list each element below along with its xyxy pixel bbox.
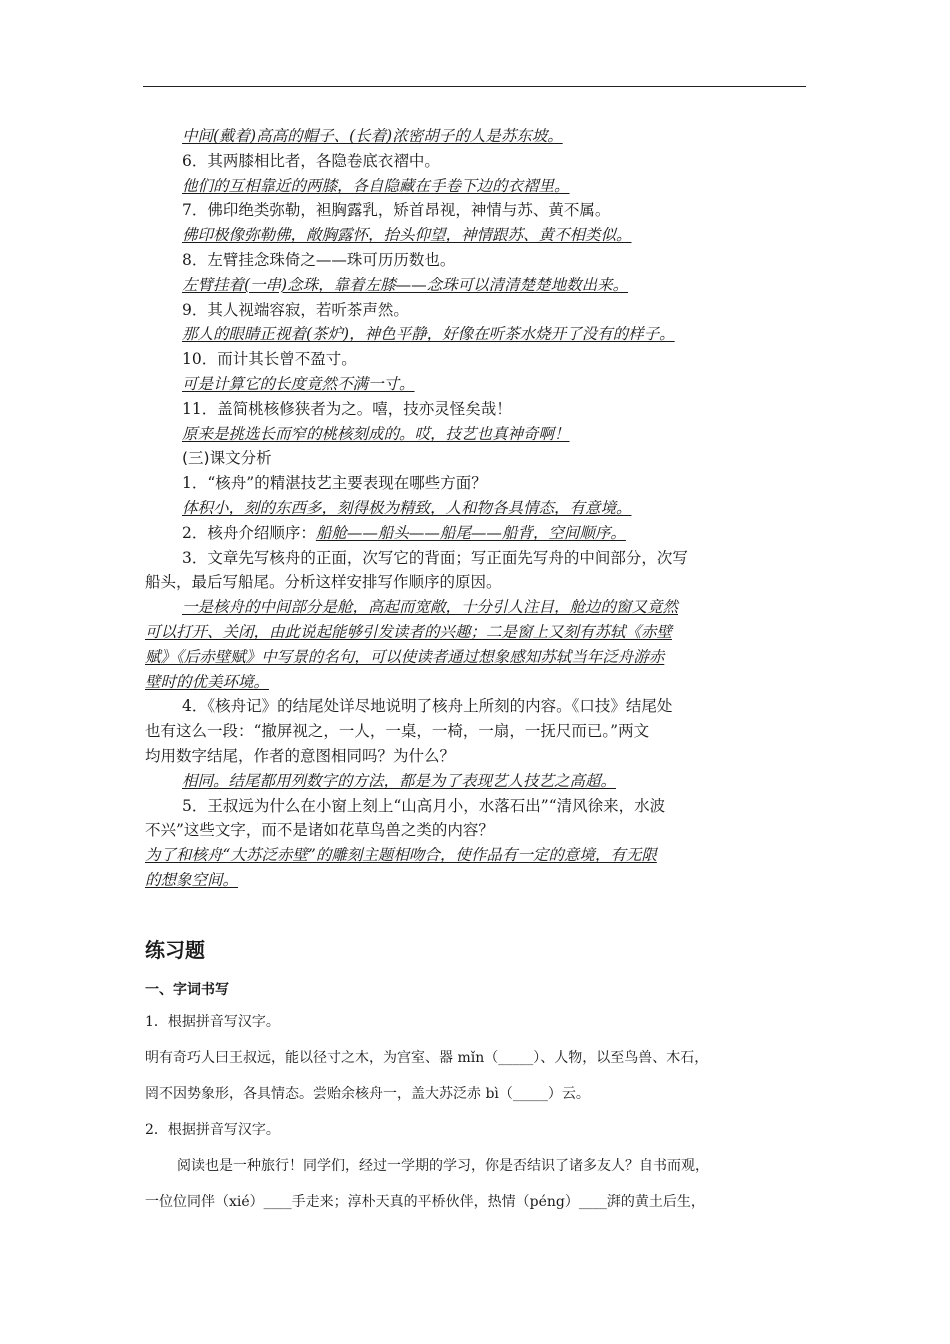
text-line [145,1148,807,1184]
answer-text: 为了和核舟“大苏泛赤壁”的雕刻主题相吻合，使作品有一定的意境，有无限 [145,846,657,865]
answer-text: 一是核舟的中间部分是舱，高起而宽敞，十分引人注目，舱边的窗又竟然 [182,598,679,617]
text: (三)课文分析 [182,449,272,468]
text-line [145,347,807,372]
answer-text: 中间(戴着)高高的帽子、(长着)浓密胡子的人是苏东坡。 [182,127,563,145]
text-line [145,620,807,645]
document-body [145,124,807,893]
section-heading: 一、字词书写 [145,982,229,998]
answer-text: 佛印极像弥勒佛，敞胸露怀，抬头仰望，神情跟苏、黄不相类似。 [182,226,632,245]
text-line [145,446,807,471]
text: 9．其人视端容寂，若听茶声然。 [182,300,409,319]
answer-text: 那人的眼睛正视着(茶炉)，神色平静，好像在听茶水烧开了没有的样子。 [182,325,675,344]
answer-text: 壁时的优美环境。 [145,672,270,691]
text: 11．盖简桃核修狭者为之。嘻，技亦灵怪矣哉！ [182,399,512,418]
text: 不兴”这些文字，而不是诸如花草鸟兽之类的内容？ [145,821,494,840]
answer-text: 左臂挂着(一串)念珠，靠着左膝——念珠可以清清楚楚地数出来。 [182,275,629,294]
text-line [145,744,807,769]
text-line [145,124,807,149]
text: 阅读也是一种旅行！同学们，经过一学期的学习，你是否结识了诸多友人？自书而观， [177,1158,709,1174]
answer-text: 可以打开、关闭，由此说起能够引发读者的兴趣；二是窗上又刻有苏轼《赤壁 [145,622,673,641]
text-line [145,570,807,595]
text: 1．根据拼音写汉字。 [145,1014,280,1030]
text: 4．《核舟记》的结尾处详尽地说明了核舟上所刻的内容。《口技》结尾处 [182,697,673,716]
text-line [145,694,807,719]
text-line [145,645,807,670]
exercise-section [145,930,807,1220]
text-line [145,794,807,819]
answer-text: 的想象空间。 [145,870,239,889]
text: 6．其两膝相比者，各隐卷底衣褶中。 [182,151,440,170]
text: 3．文章先写核舟的正面，次写它的背面；写正面先写舟的中间部分，次写 [182,548,688,567]
header-rule [143,86,806,87]
text: 10．而计其长曾不盈寸。 [182,350,357,369]
text-line [145,298,807,323]
answer-text: 赋》《后赤壁赋》中写景的名句，可以使读者通过想象感知苏轼当年泛舟游赤 [145,647,665,666]
text: 船头，最后写船尾。分析这样安排写作顺序的原因。 [145,573,502,592]
text-line [145,397,807,422]
text-line [145,322,807,347]
text-line [145,1184,807,1220]
text-line [145,273,807,298]
text-line [145,670,807,695]
text-line [145,471,807,496]
answer-text: 他们的互相靠近的两膝，各自隐藏在手卷下边的衣褶里。 [182,176,570,195]
text-line [145,769,807,794]
q2-line [145,521,807,546]
text-line [145,422,807,447]
text: 8．左臂挂念珠倚之——珠可历历数也。 [182,250,456,269]
text: 2．根据拼音写汉字。 [145,1122,280,1138]
text: 7．佛印绝类弥勒，袒胸露乳，矫首昂视，神情与苏、黄不属。 [182,201,611,220]
text-line [145,1112,807,1148]
text: 也有这么一段：“撤屏视之，一人，一桌，一椅，一扇，一抚尺而已。”两文 [145,722,650,741]
text-line [145,719,807,744]
text: 一位位同伴（xié）____手走来；淳朴天真的平桥伙伴，热情（péng）____湃的黄土后生， [145,1194,705,1210]
text-line [145,595,807,620]
text-line [145,149,807,174]
text-line [145,372,807,397]
answer-text: 原来是挑选长而窄的桃核刻成的。哎，技艺也真神奇啊！ [182,424,570,443]
text-line [145,248,807,273]
text: 5．王叔远为什么在小窗上刻上“山高月小，水落石出”“清风徐来，水波 [182,796,666,815]
q2-prefix: 2．核舟介绍顺序： [182,523,316,542]
answer-text: 相同。结尾都用列数字的方法，都是为了表现艺人技艺之高超。 [182,771,617,790]
text-line [145,868,807,893]
text-line [145,174,807,199]
text-line [145,198,807,223]
text-line [145,546,807,571]
text-line [145,223,807,248]
exercise-title: 练习题 [145,938,205,962]
answer-text: 体积小，刻的东西多，刻得极为精致，人和物各具情态，有意境。 [182,498,632,517]
text-line [145,496,807,521]
answer-text: 可是计算它的长度竟然不满一寸。 [182,374,415,393]
text: 罔不因势象形，各具情态。尝贻余核舟一，盖大苏泛赤 bì（_____）云。 [145,1086,590,1102]
text-line [145,1076,807,1112]
text-line [145,1004,807,1040]
text-line [145,843,807,868]
text: 明有奇巧人曰王叔远，能以径寸之木，为宫室、器 mǐn（_____）、人物，以至鸟兽、木石， [145,1050,709,1066]
text-line [145,1040,807,1076]
text: 1．“核舟”的精湛技艺主要表现在哪些方面？ [182,474,487,493]
text: 均用数字结尾，作者的意图相同吗？为什么？ [145,746,456,765]
q2-answer: 船舱——船头——船尾——船背，空间顺序。 [315,523,626,542]
text-line [145,818,807,843]
